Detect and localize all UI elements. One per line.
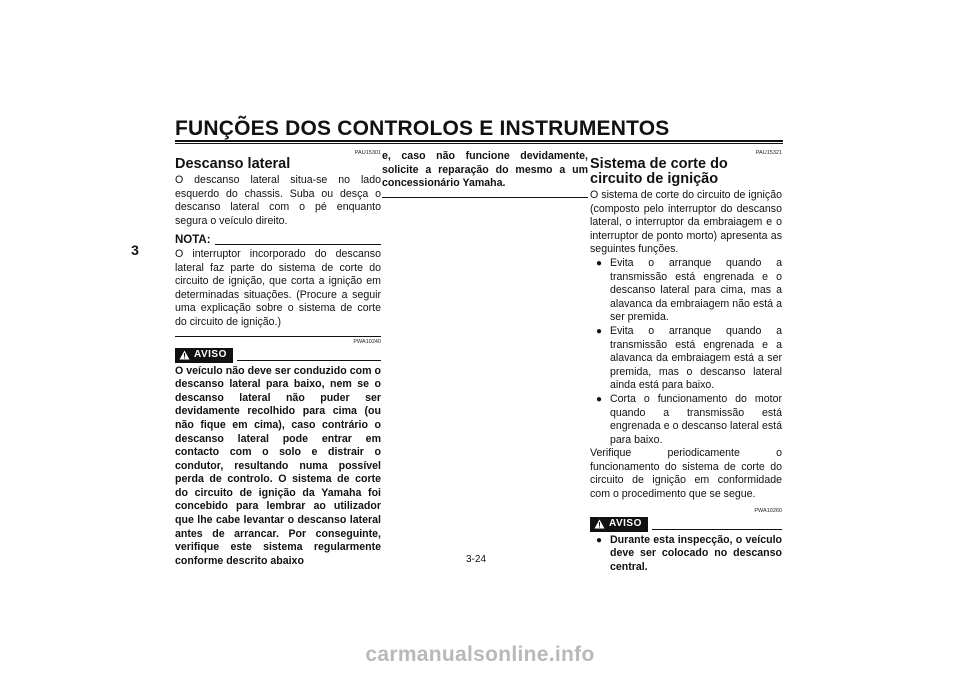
list-item-text: Durante esta inspecção, o veículo deve ser colocado no descanso central. — [610, 533, 782, 573]
warning-badge — [590, 517, 648, 532]
header-rule-thin — [175, 143, 783, 144]
list-item-text: Evita o arranque quando a transmissão está engrenada e a alavanca da embraiagem está a ser premida, mas o descanso lateral ainda está para baixo. — [610, 324, 782, 392]
warning-header — [590, 517, 782, 532]
column-2 — [382, 150, 588, 200]
warning-rule — [652, 519, 782, 530]
section-title-ignition-cutoff: Sistema de corte do circuito de ignição — [590, 156, 728, 187]
list-item-text: Evita o arranque quando a transmissão está engrenada e o descanso lateral para cima, mas a alavanca da embraiagem não está a ser premida. — [610, 256, 782, 324]
warning-badge — [175, 348, 233, 363]
chapter-tab: 3 — [131, 242, 139, 258]
warning-text-continued: e, caso não funcione devidamente, solicite a reparação do mesmo a um concessionário Yamaha. — [382, 150, 588, 190]
list-item — [590, 393, 782, 447]
warning-code: PWA10240 — [353, 338, 381, 345]
ignition-paragraph: O sistema de corte do circuito de ignição (composto pelo interruptor do descanso lateral, o interruptor da embraiagem e o interruptor de ponto morto) apresenta as seguintes funções. — [590, 189, 782, 256]
warning-rule — [237, 350, 381, 361]
bullet-icon: ● — [596, 534, 603, 546]
header-rule — [175, 140, 783, 142]
column-1 — [175, 150, 381, 568]
note-text: O interruptor incorporado do descanso lateral faz parte do sistema de corte do circuito de ignição, que corta a ignição em determinadas situações. (Procure a seguir uma explicação sobre o sistema de corte do circuito de ignição.) — [175, 247, 381, 328]
section-code: PAU15301 — [354, 150, 381, 156]
note-rule — [215, 244, 381, 245]
side-stand-paragraph: O descanso lateral situa-se no lado esquerdo do chassis. Suba ou desça o descanso lateral com o pé enquanto segura o veículo direito. — [175, 174, 381, 227]
warning-label: AVISO — [194, 349, 227, 361]
section-title-side-stand: Descanso lateral — [175, 156, 291, 172]
note-end-rule — [175, 336, 381, 337]
note-header — [175, 234, 381, 248]
list-item — [590, 257, 782, 325]
ignition-paragraph-2: Verifique periodicamente o funcionamento do sistema de corte do circuito de ignição em conformidade com o procedimento que se segue. — [590, 447, 782, 501]
bullet-icon: ● — [596, 325, 603, 337]
watermark: carmanualsonline.info — [365, 643, 595, 666]
warning-end-rule — [382, 197, 588, 198]
bullet-icon: ● — [596, 257, 603, 269]
warning-code: PWA10260 — [754, 507, 782, 514]
page-title: FUNÇÕES DOS CONTROLOS E INSTRUMENTOS — [175, 117, 670, 140]
function-list — [590, 257, 782, 447]
column-3 — [590, 150, 782, 574]
note-label: NOTA: — [175, 234, 211, 247]
list-item — [590, 325, 782, 393]
section-code: PAU15321 — [755, 150, 782, 156]
warning-header — [175, 348, 381, 363]
list-item-text: Corta o funcionamento do motor quando a transmissão está engrenada e o descanso lateral está para baixo. — [610, 392, 782, 446]
warning-text: O veículo não deve ser conduzido com o descanso lateral para baixo, nem se o descanso lateral não puder ser devidamente recolhido para cima (ou não fique em cima), caso contrário o descanso lateral pode entrar em contacto com o solo e distrair o condutor, resultando numa possível perda de controlo. O sistema de corte do circuito de ignição da Yamaha foi concebido para lembrar ao utilizador que lhe cabe levantar o descanso lateral antes de arrancar. Por conseguinte, verifique este sistema regularmente conforme descrito abaixo — [175, 364, 381, 567]
warning-triangle-icon — [594, 519, 605, 529]
warning-triangle-icon — [179, 350, 190, 360]
list-item — [590, 534, 782, 575]
warning-list — [590, 534, 782, 575]
warning-label: AVISO — [609, 518, 642, 530]
page-number: 3-24 — [466, 554, 487, 565]
bullet-icon: ● — [596, 393, 603, 405]
